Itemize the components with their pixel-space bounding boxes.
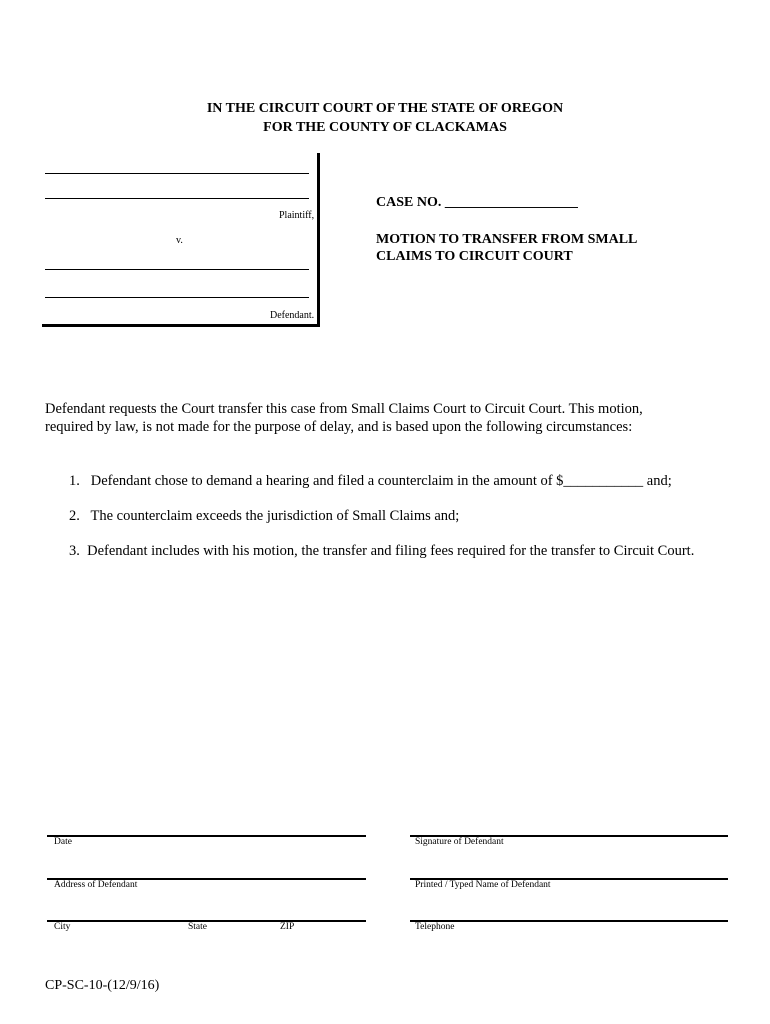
circumstance-item-3: 3. Defendant includes with his motion, the transfer and filing fees required for the transfer to Circuit Court.	[69, 543, 695, 559]
printed-name-label: Printed / Typed Name of Defendant	[415, 880, 551, 890]
document-title-line1: MOTION TO TRANSFER FROM SMALL	[376, 232, 638, 247]
signature-label: Signature of Defendant	[415, 837, 504, 847]
intro-paragraph-line1: Defendant requests the Court transfer this case from Small Claims Court to Circuit Court. This motion,	[45, 401, 643, 417]
court-heading-line2: FOR THE COUNTY OF CLACKAMAS	[263, 120, 507, 135]
state-label: State	[188, 922, 207, 932]
caption-bottom-border	[42, 324, 320, 327]
date-line[interactable]	[47, 835, 366, 837]
circumstance-item-1: 1. Defendant chose to demand a hearing and filed a counterclaim in the amount of $___________ and;	[69, 473, 672, 489]
zip-label: ZIP	[280, 922, 295, 932]
address-label: Address of Defendant	[54, 880, 138, 890]
date-label: Date	[54, 837, 72, 847]
telephone-line[interactable]	[410, 920, 728, 922]
case-number[interactable]: CASE NO. ___________________	[376, 195, 578, 210]
intro-paragraph-line2: required by law, is not made for the purpose of delay, and is based upon the following circumstances:	[45, 419, 633, 435]
defendant-name-line-2[interactable]	[45, 297, 309, 298]
versus-label: v.	[176, 235, 183, 246]
city-label: City	[54, 922, 71, 932]
caption-right-border	[317, 153, 320, 326]
circumstance-item-2: 2. The counterclaim exceeds the jurisdiction of Small Claims and;	[69, 508, 460, 524]
plaintiff-name-line-1[interactable]	[45, 173, 309, 174]
document-title-line2: CLAIMS TO CIRCUIT COURT	[376, 249, 573, 264]
plaintiff-name-line-2[interactable]	[45, 198, 309, 199]
plaintiff-label: Plaintiff,	[279, 210, 315, 221]
defendant-name-line-1[interactable]	[45, 269, 309, 270]
telephone-label: Telephone	[415, 922, 455, 932]
defendant-label: Defendant.	[270, 310, 315, 321]
court-heading-line1: IN THE CIRCUIT COURT OF THE STATE OF OREGON	[206, 101, 564, 116]
form-id: CP-SC-10-(12/9/16)	[45, 978, 160, 993]
